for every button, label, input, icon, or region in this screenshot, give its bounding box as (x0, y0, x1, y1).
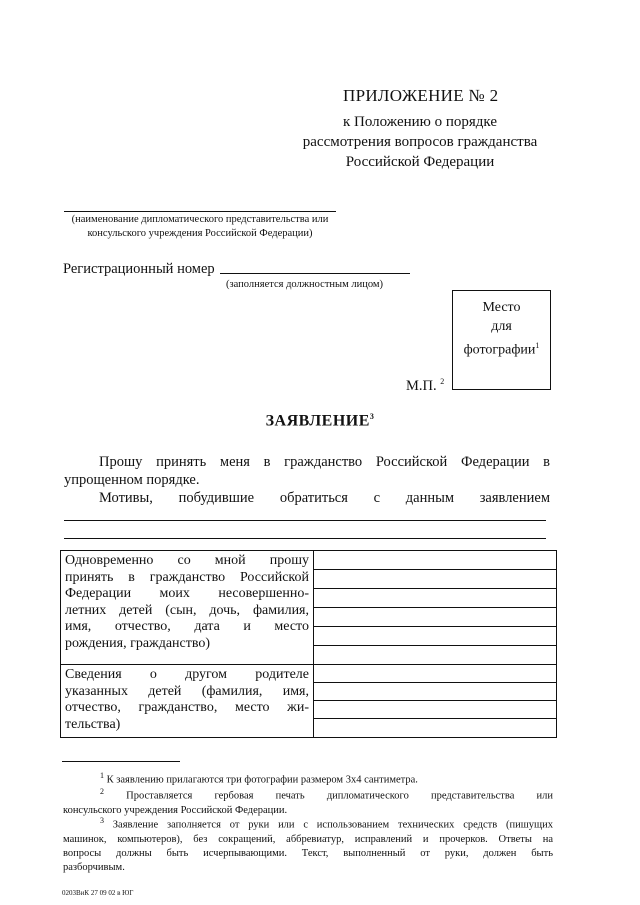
children-label-line: рождения, гражданство) (65, 635, 211, 651)
children-entry-line[interactable] (314, 607, 556, 608)
parent-entry-line[interactable] (314, 718, 556, 719)
registration-number-line[interactable] (220, 273, 410, 274)
photo-label-line: Место (482, 300, 521, 315)
children-label-line: имя, отчество, дата и место (65, 619, 309, 635)
request-line: Прошу принять меня в гражданство Российской Федерации в (99, 454, 550, 470)
parent-label-line: Сведения о другом родителе (65, 667, 309, 682)
footnote-text: машинок, компьютеров), без сокращений, аббревиатур, исправлений и прочерков. Ответы на (63, 833, 553, 845)
footnote-ref: 3 (369, 412, 375, 421)
appendix-ref-line: к Положению о порядке (343, 114, 497, 130)
form-title-text: ЗАЯВЛЕНИЕ (265, 412, 370, 430)
print-code: 0203ВиК 27 09 02 в ЮГ (62, 889, 134, 897)
parent-label-line: отчество, гражданство, место жи- (65, 700, 309, 716)
footnote-ref: 2 (440, 377, 445, 386)
mission-caption-line: (наименование дипломатического представительства или (71, 214, 329, 225)
footnote-text: К заявлению прилагаются три фотографии размером 3х4 сантиметра. (106, 774, 418, 786)
request-line: упрощенном порядке. (64, 472, 200, 488)
mission-caption-line: консульского учреждения Российской Федерации) (87, 228, 313, 239)
footnote-text: Заявление заполняется от руки или с использованием технических средств (пишущих (112, 819, 553, 831)
children-label-line: Одновременно со мной прошу (65, 553, 309, 568)
registration-caption: (заполняется должностным лицом) (226, 279, 384, 290)
appendix-title: ПРИЛОЖЕНИЕ № 2 (343, 86, 499, 105)
children-label-line: летних детей (сын, дочь, фамилия, (65, 602, 309, 618)
appendix-ref-line: Российской Федерации (345, 154, 495, 170)
footnote-text: консульского учреждения Российской Федерации. (63, 804, 288, 816)
footnote-number: 2 (100, 787, 104, 796)
footnote-ref: 1 (535, 341, 540, 350)
mission-name-line[interactable] (64, 211, 336, 212)
form-title (0, 412, 640, 430)
motives-line[interactable] (64, 520, 546, 521)
appendix-reference (270, 112, 570, 172)
parent-entry-line[interactable] (314, 682, 556, 683)
children-entry-line[interactable] (314, 588, 556, 589)
motives-label: Мотивы, побудившие обратиться с данным заявлением (99, 490, 550, 506)
footnote-text: вопросы должны быть исчерпывающими. Текст, выполненный от руки, должен быть (63, 847, 553, 859)
footnote-text: Проставляется гербовая печать дипломатического представительства или (126, 790, 554, 802)
parent-label-line: тельства) (65, 716, 121, 732)
parent-entry-line[interactable] (314, 700, 556, 701)
children-info-table (60, 550, 557, 738)
footnote-number: 1 (100, 771, 104, 780)
footnote-3 (63, 814, 553, 875)
photo-label-line: для (491, 319, 512, 334)
stamp-label: М.П. (406, 377, 437, 394)
children-label-line: Федерации моих несовершенно- (65, 586, 309, 602)
photo-label-line: фотографии (463, 342, 536, 358)
footnote-2 (63, 785, 553, 818)
children-label-line: принять в гражданство Российской (65, 569, 309, 585)
footnote-number: 3 (100, 816, 104, 825)
appendix-ref-line: рассмотрения вопросов гражданства (302, 134, 538, 150)
children-entry-line[interactable] (314, 626, 556, 627)
registration-label: Регистрационный номер (63, 261, 215, 277)
parent-label-cell (61, 665, 314, 737)
motives-line[interactable] (64, 538, 546, 539)
stamp-place (406, 377, 444, 395)
mission-caption (62, 213, 338, 241)
parent-label-line: указанных детей (фамилия, имя, (65, 683, 309, 699)
footnote-separator (62, 761, 180, 762)
children-label-cell (61, 551, 314, 664)
footnote-text: разборчивым. (63, 861, 125, 873)
children-entry-line[interactable] (314, 569, 556, 570)
children-entry-line[interactable] (314, 645, 556, 646)
photo-placeholder (452, 290, 551, 390)
